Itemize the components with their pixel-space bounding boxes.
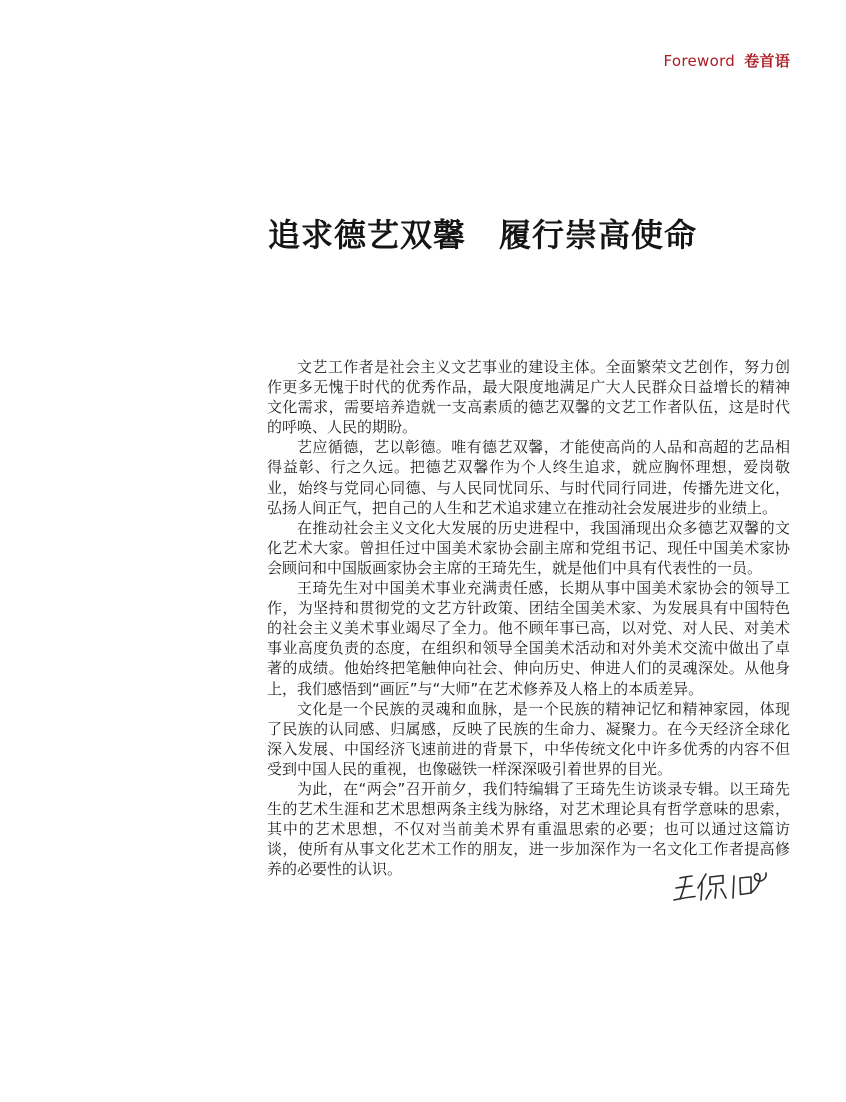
article-paragraph: 王琦先生对中国美术事业充满责任感，长期从事中国美术家协会的领导工作，为坚持和贯彻党的文艺方针政策、团结全国美术家、为发展具有中国特色的社会主义美术事业竭尽了全力。他不顾年事已高，以对党、对人民、对美术事业高度负责的态度，在组织和领导全国美术活动和对外美术交流中做出了卓著的成绩。他始终把笔触伸向社会、伸向历史、伸进人们的灵魂深处。从他身上，我们感悟到“画匠”与“大师”在艺术修养及人格上的本质差异。 [267,579,790,698]
signature-strokes [664,862,780,922]
article-paragraph: 艺应循德，艺以彰德。唯有德艺双馨，才能使高尚的人品和高超的艺品相得益彰、行之久远。把德艺双馨作为个人终生追求，就应胸怀理想，爱岗敬业，始终与党同心同德、与人民同忧同乐、与时代同行同进，传播先进文化，弘扬人间正气，把自己的人生和艺术追求建立在推动社会发展进步的业绩上。 [267,438,790,517]
article-title: 追求德艺双馨 履行崇高使命 [268,216,698,254]
article-paragraph: 为此，在“两会”召开前夕，我们特编辑了王琦先生访谈录专辑。以王琦先生的艺术生涯和艺术思想两条主线为脉络，对艺术理论具有哲学意味的思索，其中的艺术思想，不仅对当前美术界有重温思索的必要；也可以通过这篇访谈，使所有从事文化艺术工作的朋友，进一步加深作为一名文化工作者提高修养的必要性的认识。 [267,779,790,879]
section-label-chinese: 卷首语 [744,52,790,70]
article-paragraph: 文艺工作者是社会主义文艺事业的建设主体。全面繁荣文艺创作，努力创作更多无愧于时代的优秀作品，最大限度地满足广大人民群众日益增长的精神文化需求，需要培养造就一支高素质的德艺双馨的文艺工作者队伍，这是时代的呼唤、人民的期盼。 [267,358,790,437]
handwritten-signature [664,862,780,922]
section-label-english: Foreword [663,52,736,70]
article-paragraph: 文化是一个民族的灵魂和血脉，是一个民族的精神记忆和精神家园，体现了民族的认同感、归属感，反映了民族的生命力、凝聚力。在今天经济全球化深入发展、中国经济飞速前进的背景下，中华传统文化中许多优秀的内容不但受到中国人民的重视，也像磁铁一样深深吸引着世界的目光。 [267,699,790,778]
article-body [267,357,790,879]
article-paragraph: 在推动社会主义文化大发展的历史进程中，我国涌现出众多德艺双馨的文化艺术大家。曾担任过中国美术家协会副主席和党组书记、现任中国美术家协会顾问和中国版画家协会主席的王琦先生，就是他们中具有代表性的一员。 [267,518,790,577]
section-label [663,50,790,71]
